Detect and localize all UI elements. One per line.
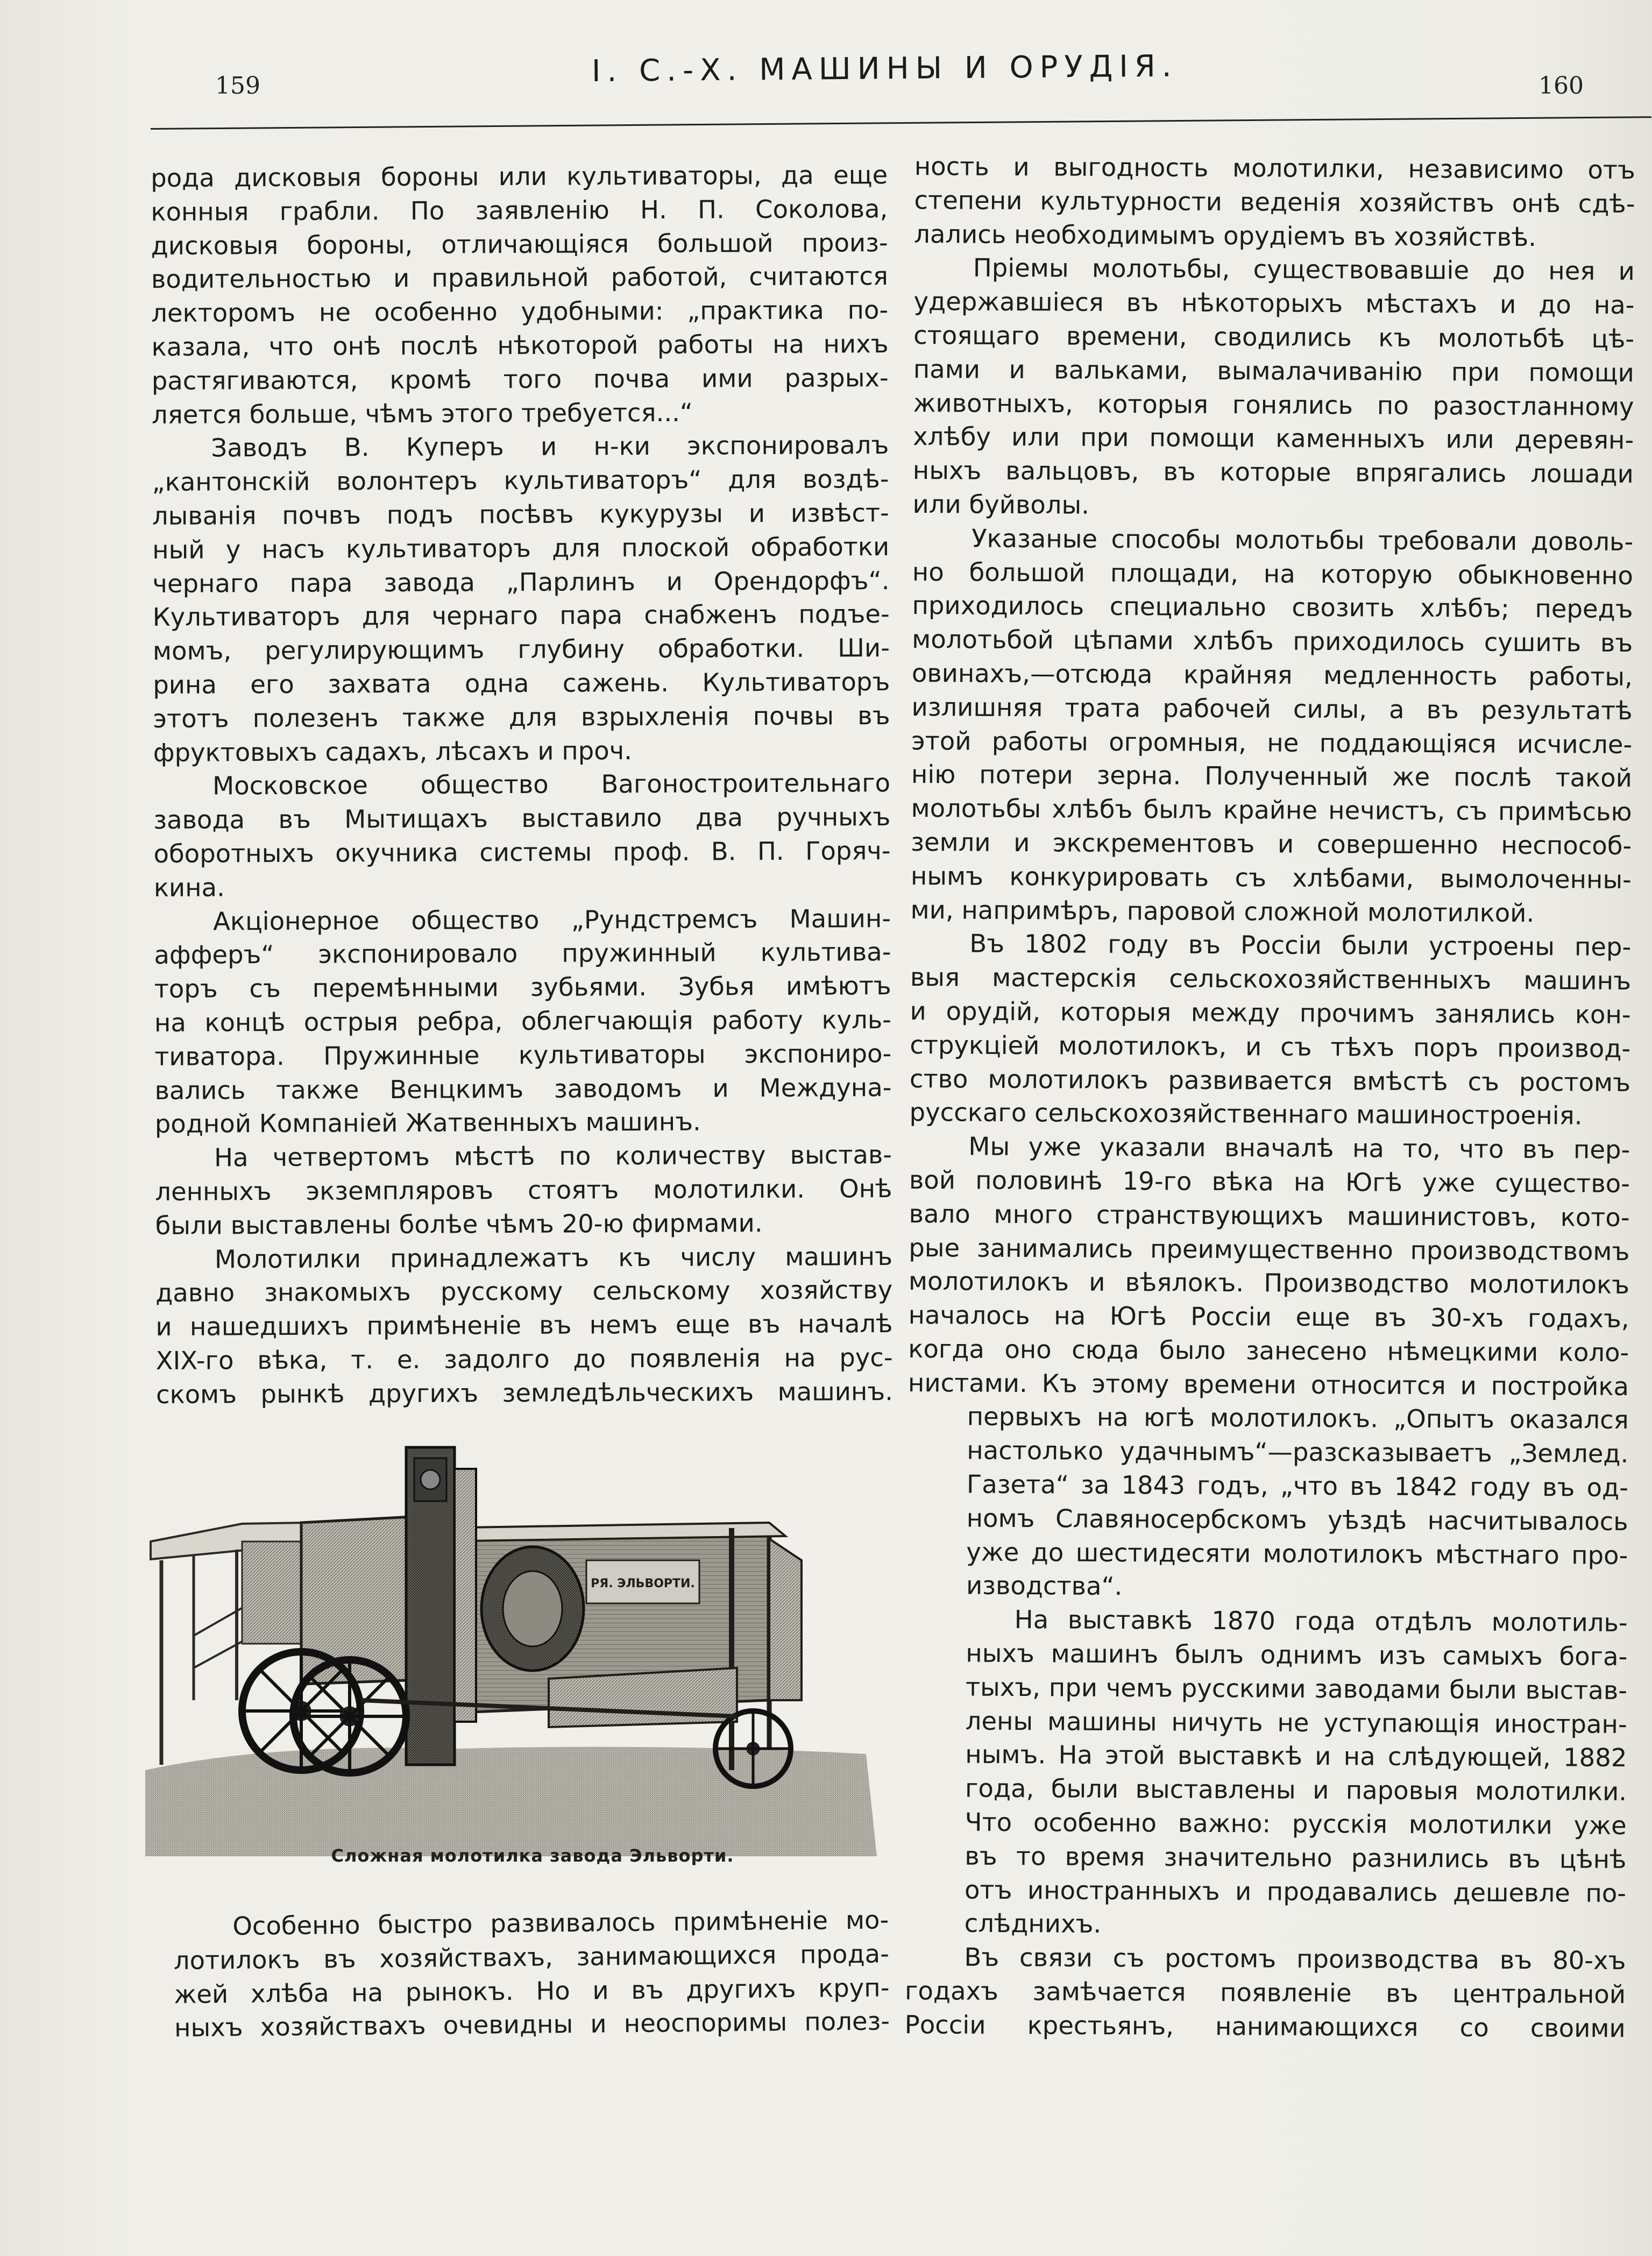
text-line: этотъ полезенъ также для взрыхленія почвы въ [153,701,890,733]
text-line: торъ съ перемѣнными зубьями. Зубья имѣютъ [154,971,891,1004]
text-line: года, были выставлены и паровыя молотилки. [965,1773,1627,1807]
text-line: ляется больше, чѣмъ этого требуется...“ [151,398,693,429]
text-line: „кантонскій волонтеръ культиваторъ“ для воздѣ- [152,464,889,497]
text-line: лены машины ничуть не уступающія иностран- [965,1706,1627,1739]
left-column-bottom-text [173,1903,890,2045]
text-line: нымъ. На этой выставкѣ и на слѣдующей, 1882 [965,1739,1627,1773]
text-line: ный у насъ культиваторъ для плоской обработки [152,532,890,564]
text-line: Пріемы молотьбы, существовавшіе до нея и [973,253,1635,286]
text-line: рода дисковыя бороны или культиваторы, да еще [151,160,888,193]
text-line: пами и вальками, вымалачиванію при помощи [913,354,1634,387]
text-line: лотилокъ въ хозяйствахъ, занимающихся прода- [173,1939,890,1975]
text-line: когда оно сюда было занесено нѣмецкими коло- [908,1334,1629,1367]
text-line: казала, что онѣ послѣ нѣкоторой работы на нихъ [151,329,889,362]
text-line: Особенно быстро развивалось примѣненіе мо- [232,1905,889,1941]
text-line: молотьбы хлѣбъ былъ крайне нечистъ, съ примѣсью [911,794,1632,827]
text-line: годахъ замѣчается появленіе въ центральной [904,1976,1626,2010]
text-line: русскаго сельскохозяйственнаго машиностроенія. [909,1098,1583,1130]
text-line: удержавшіеся въ нѣкоторыхъ мѣстахъ и до на- [913,287,1635,320]
text-line: кина. [153,873,225,902]
text-line: въ то время значительно разнились въ цѣнѣ [965,1841,1627,1874]
machine-plate-text: РЯ. ЭЛЬВОРТИ. [591,1577,695,1590]
text-line: и нашедшихъ примѣненіе въ немъ еще въ началѣ [155,1309,893,1342]
text-line: овинахъ,—отсюда крайняя медленность работы, [911,658,1633,691]
text-line: уже до шестидесяти молотилокъ мѣстнаго про- [966,1537,1628,1570]
text-line: началось на Югѣ Россіи еще въ 30-хъ годахъ, [908,1300,1629,1334]
text-line: Мы уже указали вначалѣ на то, что въ пер- [968,1131,1630,1165]
text-line: дисковыя бороны, отличающіяся большой произ- [151,228,888,260]
text-line: молотилокъ и вѣялокъ. Производство молотилокъ [908,1267,1630,1300]
text-line: На четвертомъ мѣстѣ по количеству выстав- [214,1140,892,1172]
text-line: нистами. Къ этому времени относится и постройка [907,1368,1629,1401]
text-line: вало много странствующихъ машинистовъ, кото- [909,1199,1630,1232]
text-line: но большой площади, на которую обыкновенно [912,557,1634,590]
text-line: настолько удачнымъ“—разсказываетъ „Землед. [967,1435,1629,1469]
page-number-left: 159 [215,72,260,100]
left-column-top-text [151,158,893,1411]
text-line: земли и экскрементовъ и совершенно неспособ- [911,827,1632,860]
text-line: Заводъ В. Куперъ и н-ки экспонировалъ [211,430,889,463]
text-line: нымъ конкурировать съ хлѣбами, вымолоченны- [910,861,1632,894]
text-line: тиватора. Пружинные культиваторы экспониро- [154,1038,892,1071]
threshing-machine-figure [108,1399,914,1856]
text-line: вались также Венцкимъ заводомъ и Междуна- [154,1072,892,1105]
text-line: водительностью и правильной работой, считаются [151,261,889,294]
text-line: Газета“ за 1843 годъ, „что въ 1842 году въ од- [966,1469,1629,1503]
text-line: животныхъ, которыя гонялись по разостланному [913,388,1634,421]
wheel-rear [715,1711,791,1786]
header-rule [151,116,1651,130]
threshing-machine-engraving [108,1399,914,1856]
text-line: струкціей молотилокъ, и съ тѣхъ поръ производ- [910,1030,1631,1063]
text-line: лались необходимымъ орудіемъ въ хозяйствѣ. [914,219,1537,252]
text-line: слѣднихъ. [964,1908,1102,1939]
text-line: конныя грабли. По заявленію Н. П. Соколова, [151,194,888,227]
text-line: или буйволы. [912,489,1090,520]
text-line: момъ, регулирующимъ глубину обработки. Ши- [152,633,890,666]
text-line: оборотныхъ окучника системы проф. В. П. Горяч- [153,836,891,868]
text-line: давно знакомыхъ русскому сельскому хозяйству [155,1275,893,1308]
text-line: родной Компаніей Жатвенныхъ машинъ. [154,1107,701,1139]
text-line: хлѣбу или при помощи каменныхъ или деревян- [913,422,1634,455]
text-line: ство молотилокъ развивается вмѣстѣ съ ростомъ [909,1064,1631,1097]
text-line: ныхъ хозяйствахъ очевидны и неоспоримы полез- [174,2006,890,2043]
text-line: ныхъ вальцовъ, въ которые впрягались лошади [912,456,1634,489]
text-line: первыхъ на югѣ молотилокъ. „Опытъ оказался [967,1402,1629,1435]
text-line: вой половинѣ 19-го вѣка на Югѣ уже существо- [909,1165,1630,1198]
text-line: нію потери зерна. Полученный же послѣ такой [911,760,1633,793]
text-line: излишняя трата рабочей силы, а въ результатѣ [911,692,1633,725]
text-line: Россіи крестьянъ, нанимающихся со своими [904,2010,1626,2043]
text-line: растягиваются, кромѣ того почва ими разрых- [151,363,889,395]
right-column-text [905,150,1635,2046]
text-line: степени культурности веденія хозяйствъ онѣ сдѣ- [914,185,1635,218]
text-line: ленныхъ экземпляровъ стоятъ молотилки. Онѣ [155,1173,892,1206]
text-line: Что особенно важно: русскія молотилки уже [965,1807,1627,1841]
page-number-right: 160 [1538,72,1584,100]
text-line: приходилось специально свозить хлѣбъ; передъ [912,591,1633,624]
text-line: стоящаго времени, сводились къ молотьбѣ цѣ- [913,320,1635,353]
text-line: и орудій, которыя между прочимъ занялись кон- [910,996,1631,1029]
text-line: лыванія почвъ подъ посѣвъ кукурузы и извѣст- [152,498,889,531]
text-line: Указаные способы молотьбы требовали доволь- [972,524,1634,556]
text-line: Московское общество Вагоностроительнаго [212,768,891,801]
figure-caption: Сложная молотилка завода Эльворти. [331,1845,734,1866]
text-line: завода въ Мытищахъ выставило два ручныхъ [153,802,891,835]
text-line: были выставлены болѣе чѣмъ 20-ю фирмами. [155,1208,763,1240]
running-title: I. С.-Х. МАШИНЫ И ОРУДІЯ. [591,48,1178,89]
text-line: номъ Славяносербскомъ уѣздѣ насчитывалось [966,1503,1628,1536]
text-line: этой работы огромныя, не поддающіяся исчисле- [911,726,1633,759]
text-line: рина его захвата одна сажень. Культиваторъ [153,667,890,699]
text-line: ность и выгодность молотилки, независимо отъ [914,151,1635,185]
text-line: Культиваторъ для чернаго пара снабженъ подъе- [152,599,890,632]
text-line: рые занимались преимущественно производствомъ [909,1233,1630,1266]
text-line: афферъ“ экспонировало пружинный культива- [154,937,891,970]
text-line: фруктовыхъ садахъ, лѣсахъ и проч. [153,736,633,767]
text-line: тыхъ, при чемъ русскими заводами были выстав- [965,1672,1628,1705]
text-line: ныхъ машинъ былъ однимъ изъ самыхъ бога- [966,1638,1628,1672]
text-line: Въ связи съ ростомъ производства въ 80-хъ [964,1942,1626,1976]
text-line: молотьбой цѣпами хлѣбъ приходилось сушить въ [912,625,1633,658]
text-line: XIX-го вѣка, т. е. задолго до появленія на рус- [155,1342,893,1375]
text-line: изводства“. [966,1571,1123,1601]
text-line: чернаго пара завода „Парлинъ и Орендорфъ“. [152,565,890,598]
text-line: на концѣ острыя ребра, облегчающія работу куль- [154,1005,892,1037]
text-line: скомъ рынкѣ другихъ земледѣльческихъ машинъ. [155,1376,894,1409]
text-line: отъ иностранныхъ и продавались дешевле по- [964,1875,1627,1908]
text-line: ми, напримѣръ, паровой сложной молотилкой. [910,895,1535,928]
text-line: Въ 1802 году въ Россіи были устроены пер- [969,929,1632,962]
text-line: жей хлѣба на рынокъ. Но и въ другихъ круп- [174,1972,890,2009]
text-line: Молотилки принадлежатъ къ числу машинъ [214,1241,893,1274]
text-line: Акціонерное общество „Рундстремсъ Машин- [213,903,891,936]
text-line: На выставкѣ 1870 года отдѣлъ молотиль- [1014,1605,1628,1638]
wheel-right [293,1660,406,1773]
text-line: выя мастерскія сельскохозяйственныхъ машинъ [910,963,1632,996]
text-line: лекторомъ не особенно удобными: „практика по- [151,295,889,328]
